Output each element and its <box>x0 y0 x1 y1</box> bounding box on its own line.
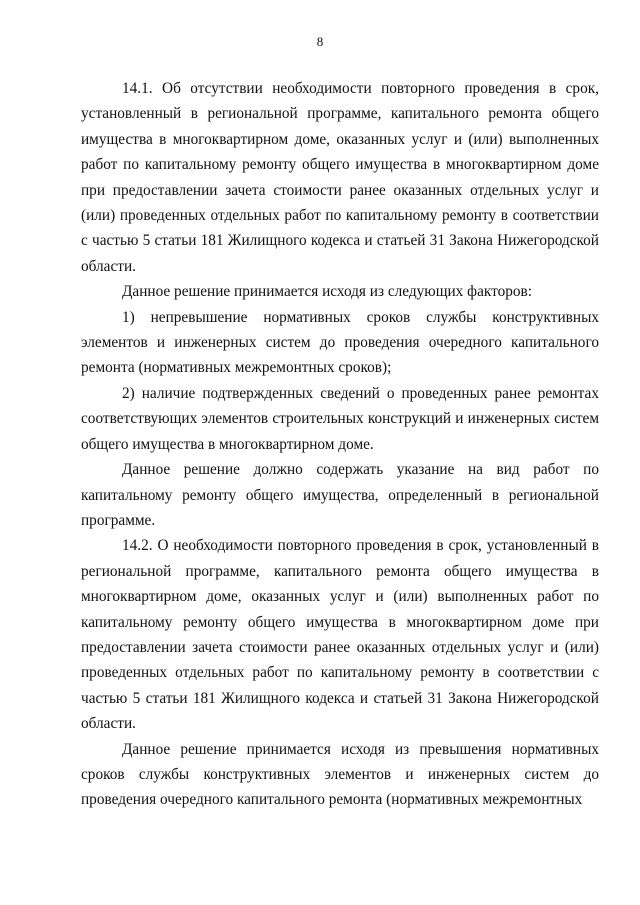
paragraph-14-1: 14.1. Об отсутствии необходимости повторного проведения в срок, установленный в региональной программе, капитального ремонта общего имущества в многоквартирном доме, оказанных услуг и (или) выполненных работ по капитальному ремонту общего имущества в многоквартирном доме при предоставлении зачета стоимости ранее оказанных отдельных услуг и (или) проведенных отдельных работ по капитальному ремонту в соответствии с частью 5 статьи 181 Жилищного кодекса и статьей 31 Закона Нижегородской области. <box>81 80 599 275</box>
paragraph-factor-1: 1) непревышение нормативных сроков службы конструктивных элементов и инженерных систем до проведения очередного капитального ремонта (нормативных межремонтных сроков); <box>81 308 599 377</box>
document-body <box>81 76 599 813</box>
paragraph-14-2: 14.2. О необходимости повторного проведения в срок, установленный в региональной программе, капитального ремонта общего имущества в многоквартирном доме, оказанных услуг и (или) выполненных работ по капитальному ремонту общего имущества в многоквартирном доме при предоставлении зачета стоимости ранее оказанных отдельных услуг и (или) проведенных отдельных работ по капитальному ремонту в соответствии с частью 5 статьи 181 Жилищного кодекса и статьей 31 Закона Нижегородской области. <box>81 537 599 733</box>
paragraph-exceeding-terms: Данное решение принимается исходя из превышения нормативных сроков службы конструктивных элементов и инженерных систем до проведения очередного капитального ремонта (нормативных межремонтных <box>81 740 599 809</box>
paragraph-factors-intro: Данное решение принимается исходя из следующих факторов: <box>122 283 532 301</box>
paragraph-factor-2: 2) наличие подтвержденных сведений о проведенных ранее ремонтах соответствующих элементов строительных конструкций и инженерных систем общего имущества в многоквартирном доме. <box>81 384 599 453</box>
paragraph-decision-content: Данное решение должно содержать указание на вид работ по капитальному ремонту общего имущества, определенный в региональной программе. <box>81 461 599 529</box>
page-number: 8 <box>316 34 324 49</box>
